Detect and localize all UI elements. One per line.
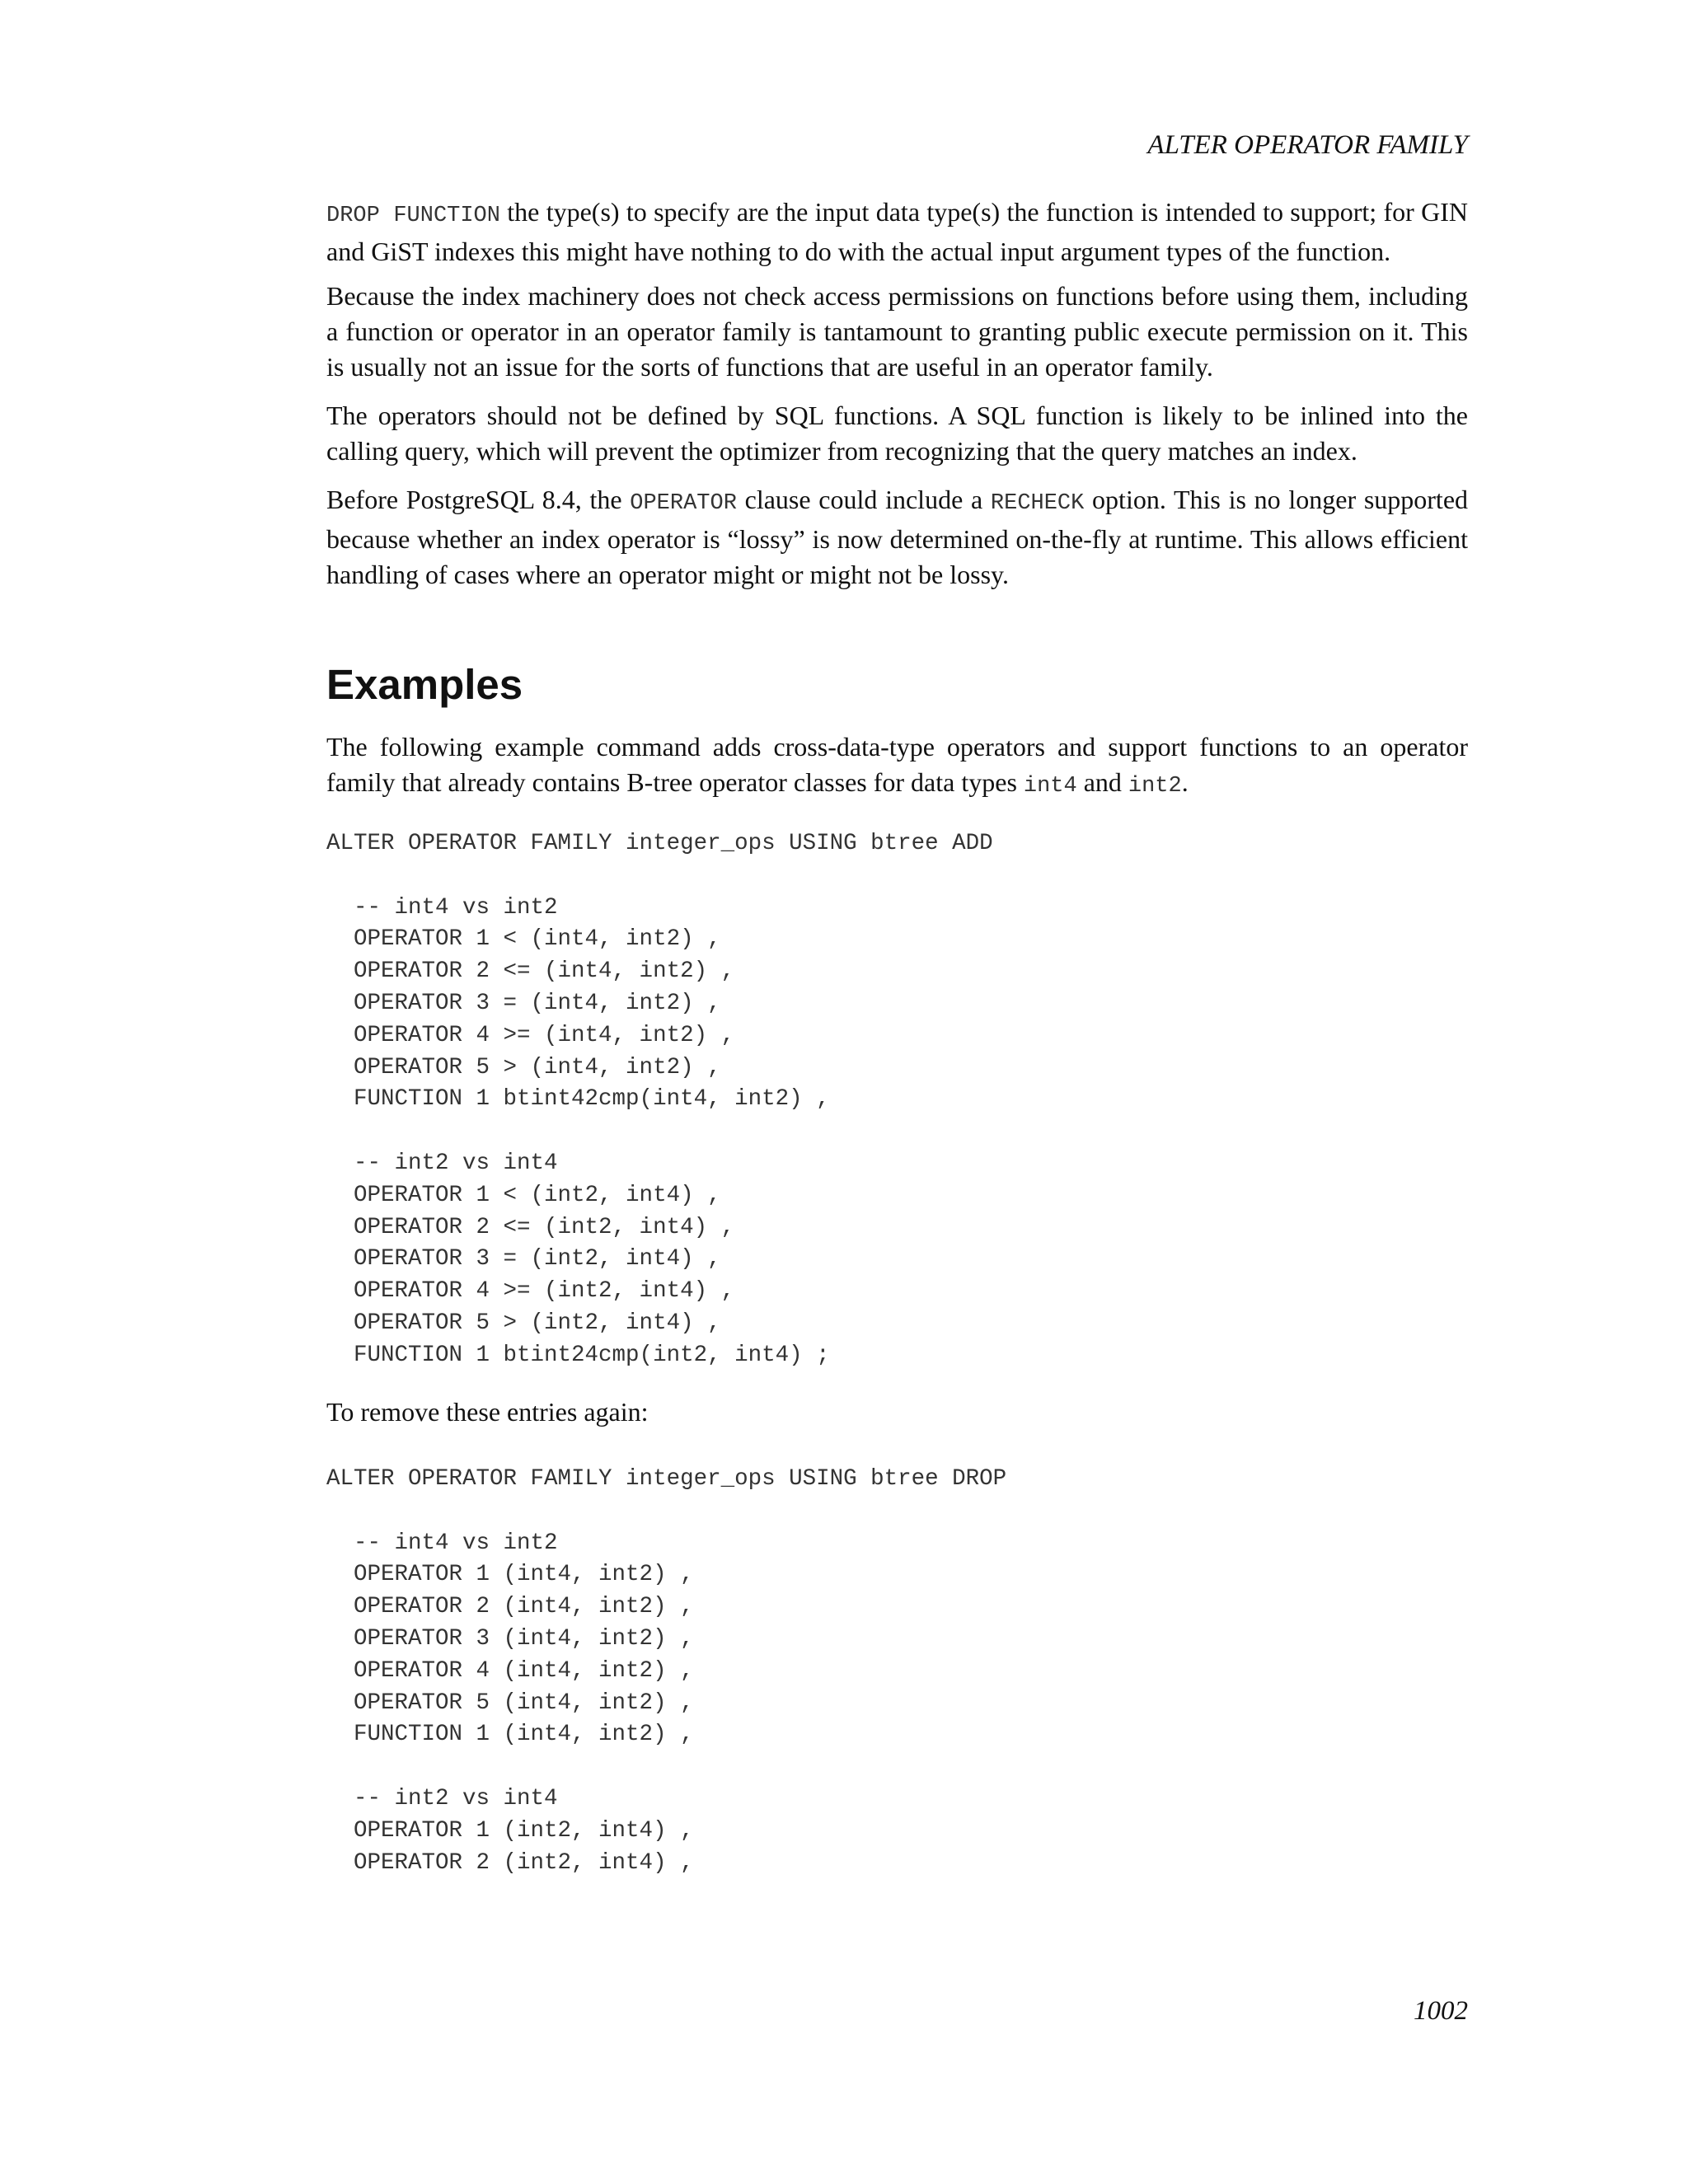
inline-code: OPERATOR xyxy=(630,491,737,516)
paragraph-text: The following example command adds cross-data-type operators and support functions to an operator family that already contains B-tree operator classes for data types xyxy=(326,732,1468,797)
paragraph-sql-functions: The operators should not be defined by SQL functions. A SQL function is likely to be inlined into the calling query, which will prevent the optimizer from recognizing that the query matches an index. xyxy=(326,401,1468,466)
paragraph-text: . xyxy=(1181,767,1189,797)
paragraph-text: option. This is no longer supported because whether an index operator is “lossy” is now determined on-the-fly at runtime. This allows efficient handling of cases where an operator might or might not be lossy. xyxy=(326,485,1469,589)
paragraph-text: and xyxy=(1076,767,1128,797)
running-header: ALTER OPERATOR FAMILY xyxy=(1147,130,1468,160)
paragraph-text: Before PostgreSQL 8.4, the xyxy=(326,485,631,514)
inline-code: int2 xyxy=(1128,774,1182,799)
paragraph-recheck xyxy=(326,482,1468,593)
inline-code: int4 xyxy=(1023,774,1077,799)
inline-code: RECHECK xyxy=(990,491,1085,516)
paragraph-example-intro xyxy=(326,729,1468,804)
section-heading-examples: Examples xyxy=(326,661,523,708)
paragraph-drop-function xyxy=(326,194,1468,269)
paragraph-text: clause could include a xyxy=(736,485,991,514)
document-page xyxy=(326,0,1468,2184)
paragraph-text: the type(s) to specify are the input data type(s) the function is intended to support; for GIN and GiST indexes this might have nothing to do with the actual input argument types of the function. xyxy=(326,197,1469,266)
paragraph-remove-intro: To remove these entries again: xyxy=(326,1397,649,1427)
inline-code: DROP FUNCTION xyxy=(326,204,500,228)
code-block-drop: ALTER OPERATOR FAMILY integer_ops USING btree DROP -- int4 vs int2 OPERATOR 1 (int4, int2) , OPERATOR 2 (int4, int2) , OPERATOR 3 (int4, int2) , OPERATOR 4 (int4, int2) , OPERATOR 5 (int4, int2) , FUNCTION 1 (int4, int2) , -- int2 vs int4 OPERATOR 1 (int2, int4) , OPERATOR 2 (int2, int4) , xyxy=(326,1466,1007,1876)
paragraph-permissions: Because the index machinery does not check access permissions on functions before using them, including a function or operator in an operator family is tantamount to granting public execute permission on it. This is usually not an issue for the sorts of functions that are useful in an operator family. xyxy=(326,281,1468,382)
code-block-add: ALTER OPERATOR FAMILY integer_ops USING btree ADD -- int4 vs int2 OPERATOR 1 < (int4, int2) , OPERATOR 2 <= (int4, int2) , OPERATOR 3 = (int4, int2) , OPERATOR 4 >= (int4, int2) , OPERATOR 5 > (int4, int2) , FUNCTION 1 btint42cmp(int4, int2) , -- int2 vs int4 OPERATOR 1 < (int2, int4) , OPERATOR 2 <= (int2, int4) , OPERATOR 3 = (int2, int4) , OPERATOR 4 >= (int2, int4) , OPERATOR 5 > (int2, int4) , FUNCTION 1 btint24cmp(int2, int4) ; xyxy=(326,831,993,1368)
page-number: 1002 xyxy=(1414,1996,1468,2026)
